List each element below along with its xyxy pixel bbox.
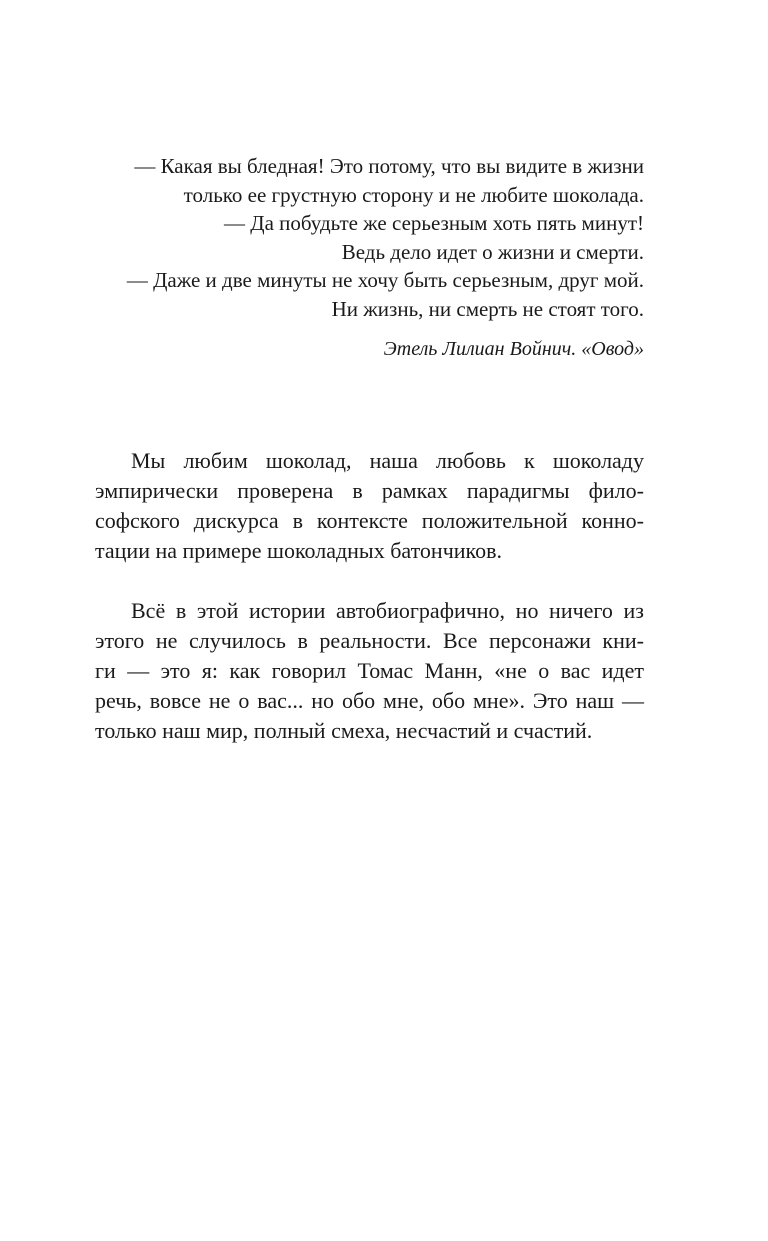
epigraph-line: — Какая вы бледная! Это потому, что вы видите в жизни <box>134 154 644 178</box>
body-text <box>95 446 644 746</box>
epigraph-line: — Даже и две минуты не хочу быть серьезным, друг мой. <box>126 268 644 293</box>
paragraph-line: речь, вовсе не о вас... но обо мне, обо мне». Это наш — <box>95 688 644 713</box>
paragraph-line: софского дискурса в контексте положительной конно- <box>95 508 644 533</box>
epigraph-line: — Да побудьте же серьезным хоть пять минут! <box>224 211 644 236</box>
epigraph-attribution: Этель Лилиан Войнич. «Овод» <box>383 337 644 360</box>
paragraph-line: ги — это я: как говорил Томас Манн, «не о вас идет <box>95 658 644 683</box>
epigraph-line: Ведь дело идет о жизни и смерти. <box>341 239 644 264</box>
paragraph <box>95 446 644 566</box>
paragraph-line: тации на примере шоколадных батончиков. <box>95 538 502 563</box>
paragraph-line: Мы любим шоколад, наша любовь к шоколаду <box>131 448 644 473</box>
paragraph-line: эмпирически проверена в рамках парадигмы фило- <box>95 478 644 503</box>
paragraph-line: этого не случилось в реальности. Все персонажи кни- <box>95 628 644 653</box>
paragraph <box>95 596 644 746</box>
epigraph <box>110 152 644 363</box>
epigraph-line: только ее грустную сторону и не любите шоколада. <box>183 182 644 207</box>
paragraph-line: только наш мир, полный смеха, несчастий и счастий. <box>95 718 593 743</box>
epigraph-line: Ни жизнь, ни смерть не стоят того. <box>331 296 644 321</box>
paragraph-line: Всё в этой истории автобиографично, но ничего из <box>131 598 644 623</box>
